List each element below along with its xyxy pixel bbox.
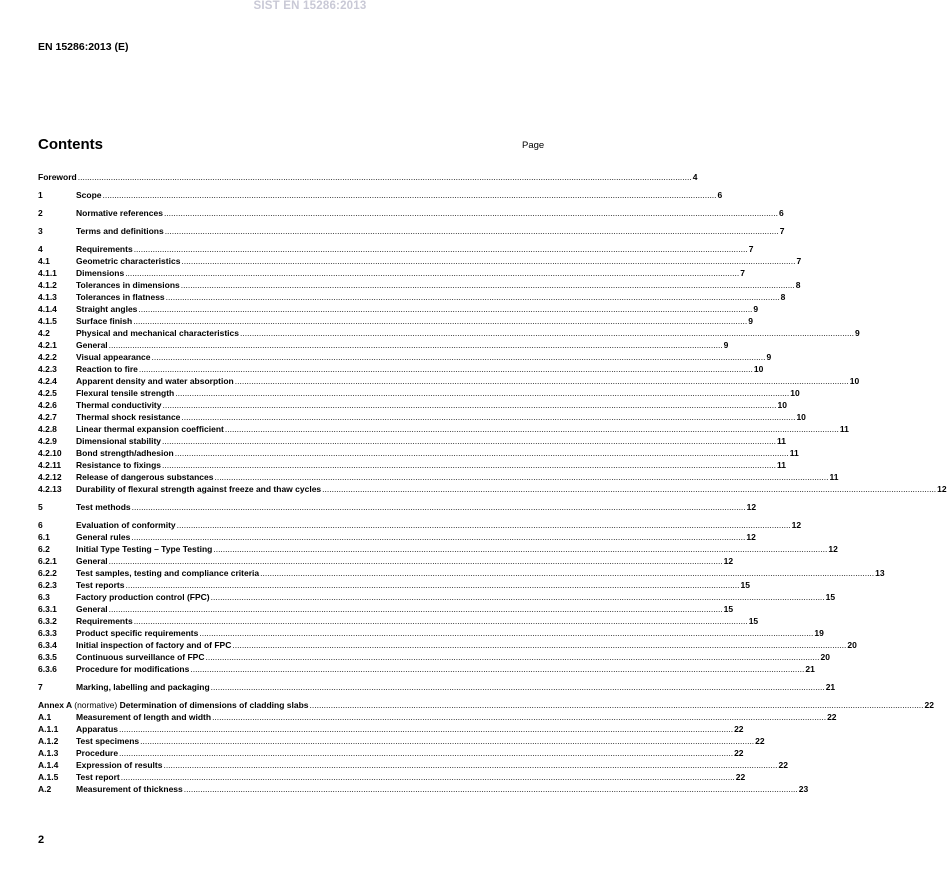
toc-entry-page: 22 — [827, 712, 837, 722]
toc-entry-number: 6 — [38, 520, 43, 530]
toc-dot-leader: .................................................................................................................................................................................................................................................................... — [260, 568, 875, 578]
toc-dot-leader: .................................................................................................................................................................................................................................................................... — [190, 664, 805, 674]
toc-entry-page: 13 — [875, 568, 885, 578]
toc-entry-number: 4.2.5 — [38, 388, 57, 398]
toc-entry[interactable] — [38, 225, 785, 237]
toc-entry[interactable] — [38, 447, 799, 459]
toc-entry-page: 15 — [723, 604, 734, 614]
toc-dot-leader: .................................................................................................................................................................................................................................................................... — [213, 544, 828, 554]
toc-entry-number: 4.1 — [38, 256, 50, 266]
toc-entry-number: 1 — [38, 190, 43, 200]
toc-entry-number: 6.2.2 — [38, 568, 57, 578]
toc-entry-title: Test methods — [76, 502, 131, 512]
toc-entry-page: 12 — [746, 532, 756, 542]
toc-entry-number: 4.1.2 — [38, 280, 57, 290]
toc-entry-title: Product specific requirements — [76, 628, 199, 638]
toc-entry[interactable] — [38, 351, 772, 363]
toc-entry-page: 11 — [777, 460, 787, 470]
toc-entry-page: 9 — [766, 352, 772, 362]
toc-dot-leader: .................................................................................................................................................................................................................................................................... — [133, 316, 748, 326]
toc-entry[interactable] — [38, 627, 824, 639]
toc-entry-page: 12 — [937, 484, 947, 494]
toc-entry-number: 2 — [38, 208, 43, 218]
toc-dot-leader: .................................................................................................................................................................................................................................................................... — [322, 484, 937, 494]
toc-dot-leader: .................................................................................................................................................................................................................................................................... — [224, 424, 839, 434]
toc-entry-page: 19 — [814, 628, 824, 638]
toc-entry-page: 12 — [746, 502, 757, 512]
toc-dot-leader: .................................................................................................................................................................................................................................................................... — [131, 532, 746, 542]
toc-entry-page: 22 — [735, 772, 746, 782]
toc-entry-page: 8 — [795, 280, 801, 290]
toc-entry-title: Apparatus — [76, 724, 119, 734]
toc-entry[interactable] — [38, 411, 806, 423]
toc-entry-title: Resistance to fixings — [76, 460, 162, 470]
page-number: 2 — [38, 834, 45, 846]
toc-entry-number: 4.1.3 — [38, 292, 57, 302]
toc-entry-number: 4.1.5 — [38, 316, 57, 326]
toc-dot-leader: .................................................................................................................................................................................................................................................................... — [232, 640, 847, 650]
toc-entry-number: 4.1.4 — [38, 304, 57, 314]
toc-entry[interactable] — [38, 699, 934, 711]
toc-dot-leader: .................................................................................................................................................................................................................................................................... — [133, 244, 748, 254]
toc-entry[interactable] — [38, 375, 860, 387]
toc-entry-page: 7 — [796, 256, 802, 266]
toc-dot-leader: .................................................................................................................................................................................................................................................................... — [183, 784, 798, 794]
toc-entry-title: Linear thermal expansion coefficient — [76, 424, 224, 434]
toc-entry-number: 4 — [38, 244, 43, 254]
toc-entry-page: 22 — [924, 700, 934, 710]
toc-dot-leader: .................................................................................................................................................................................................................................................................... — [174, 448, 789, 458]
toc-entry-number: 6.3.3 — [38, 628, 57, 638]
toc-entry-page: 6 — [778, 208, 784, 218]
toc-entry-page: 10 — [796, 412, 806, 422]
toc-entry-page: 22 — [734, 748, 744, 758]
toc-entry[interactable] — [38, 189, 723, 201]
toc-dot-leader: .................................................................................................................................................................................................................................................................... — [77, 172, 692, 182]
toc-entry-number: A.1.4 — [38, 760, 59, 770]
toc-dot-leader: .................................................................................................................................................................................................................................................................... — [165, 292, 780, 302]
toc-entry-title: Surface finish — [76, 316, 133, 326]
toc-entry[interactable] — [38, 483, 947, 495]
toc-entry-number: 6.2.3 — [38, 580, 57, 590]
toc-entry-page: 22 — [755, 736, 765, 746]
toc-dot-leader: .................................................................................................................................................................................................................................................................... — [210, 592, 825, 602]
toc-entry-number: A.1.1 — [38, 724, 59, 734]
toc-entry[interactable] — [38, 387, 800, 399]
toc-dot-leader: .................................................................................................................................................................................................................................................................... — [162, 400, 777, 410]
toc-entry-title: Straight angles — [76, 304, 138, 314]
page-column-label: Page — [522, 140, 545, 151]
toc-entry-page: 11 — [829, 472, 839, 482]
toc-entry-title: Reaction to fire — [76, 364, 138, 374]
toc-entry-number: 4.2.6 — [38, 400, 57, 410]
toc-dot-leader: .................................................................................................................................................................................................................................................................... — [163, 208, 778, 218]
toc-dot-leader: .................................................................................................................................................................................................................................................................... — [176, 520, 791, 530]
toc-dot-leader: .................................................................................................................................................................................................................................................................... — [108, 556, 723, 566]
toc-entry[interactable] — [38, 579, 750, 591]
toc-entry-title: Terms and definitions — [76, 226, 164, 236]
toc-entry[interactable] — [38, 471, 839, 483]
toc-entry-page: 11 — [777, 436, 787, 446]
toc-dot-leader: .................................................................................................................................................................................................................................................................... — [108, 340, 723, 350]
toc-entry-page: 12 — [828, 544, 838, 554]
toc-entry[interactable] — [38, 681, 836, 693]
toc-entry-page: 9 — [748, 316, 753, 326]
toc-entry-title: Geometric characteristics — [76, 256, 181, 266]
toc-dot-leader: .................................................................................................................................................................................................................................................................... — [214, 472, 829, 482]
toc-entry-page: 12 — [723, 556, 734, 566]
toc-entry[interactable] — [38, 615, 759, 627]
toc-entry-page: 10 — [777, 400, 787, 410]
toc-entry-title: Initial Type Testing – Type Testing — [76, 544, 213, 554]
toc-entry-title: Apparent density and water absorption — [76, 376, 234, 386]
toc-dot-leader: .................................................................................................................................................................................................................................................................... — [309, 700, 924, 710]
toc-entry-title: Requirements — [76, 244, 133, 254]
toc-entry-title: Test report — [76, 772, 120, 782]
toc-entry-title: Factory production control (FPC) — [76, 592, 210, 602]
contents-heading: Contents — [38, 136, 103, 153]
toc-dot-leader: .................................................................................................................................................................................................................................................................... — [205, 652, 820, 662]
toc-entry[interactable] — [38, 591, 836, 603]
toc-entry[interactable] — [38, 543, 838, 555]
toc-dot-leader: .................................................................................................................................................................................................................................................................... — [163, 760, 778, 770]
toc-dot-leader: .................................................................................................................................................................................................................................................................... — [119, 748, 734, 758]
toc-entry-page: 7 — [779, 226, 785, 236]
toc-entry-title: Durability of flexural strength against freeze and thaw cycles — [76, 484, 322, 494]
toc-entry-number: A.2 — [38, 784, 52, 794]
toc-entry-number: A.1 — [38, 712, 52, 722]
toc-entry-title: Normative references — [76, 208, 163, 218]
toc-dot-leader: .................................................................................................................................................................................................................................................................... — [175, 388, 790, 398]
toc-entry-title: Dimensional stability — [76, 436, 162, 446]
table-of-contents — [38, 171, 947, 795]
toc-dot-leader: .................................................................................................................................................................................................................................................................... — [181, 256, 796, 266]
toc-entry[interactable] — [38, 501, 757, 513]
toc-entry[interactable] — [38, 555, 734, 567]
toc-entry-number: 4.2.11 — [38, 460, 62, 470]
toc-entry-number: 4.2.4 — [38, 376, 57, 386]
annex-title: Determination of dimensions of cladding slabs — [119, 700, 309, 710]
toc-entry-title: Dimensions — [76, 268, 125, 278]
toc-entry-number: 4.2.7 — [38, 412, 57, 422]
toc-entry-title: Thermal conductivity — [76, 400, 162, 410]
toc-entry[interactable] — [38, 771, 746, 783]
toc-dot-leader: .................................................................................................................................................................................................................................................................... — [234, 376, 849, 386]
toc-entry-number: 3 — [38, 226, 43, 236]
toc-entry-number: 4.2.1 — [38, 340, 57, 350]
annex-label: Annex A — [38, 700, 72, 710]
toc-entry-title: Measurement of length and width — [76, 712, 212, 722]
toc-entry-page: 21 — [825, 682, 836, 692]
toc-entry-page: 22 — [778, 760, 788, 770]
toc-entry-page: 11 — [839, 424, 849, 434]
toc-entry[interactable] — [38, 171, 698, 183]
toc-dot-leader: .................................................................................................................................................................................................................................................................... — [125, 580, 740, 590]
toc-dot-leader: .................................................................................................................................................................................................................................................................... — [140, 736, 755, 746]
toc-entry-title: Scope — [76, 190, 102, 200]
toc-entry-page: 6 — [717, 190, 723, 200]
toc-entry-title: General — [76, 340, 108, 350]
toc-entry-title: General — [76, 604, 108, 614]
toc-entry[interactable] — [38, 783, 809, 795]
toc-entry-number: A.1.2 — [38, 736, 59, 746]
toc-entry[interactable] — [38, 255, 802, 267]
toc-entry-title: General — [76, 556, 108, 566]
toc-entry-number: 6.2.1 — [38, 556, 57, 566]
toc-entry[interactable] — [38, 207, 784, 219]
toc-entry-page: 10 — [849, 376, 860, 386]
toc-entry-title: Foreword — [38, 172, 77, 182]
toc-entry-title: Test reports — [76, 580, 125, 590]
toc-entry-page: 9 — [855, 328, 860, 338]
toc-entry-page: 15 — [825, 592, 836, 602]
toc-entry-page: 7 — [748, 244, 754, 254]
toc-entry-title: Test samples, testing and compliance criteria — [76, 568, 260, 578]
toc-entry-page: 8 — [780, 292, 786, 302]
document-id: EN 15286:2013 (E) — [38, 41, 129, 53]
toc-entry-number: 4.1.1 — [38, 268, 57, 278]
toc-entry-title: Initial inspection of factory and of FPC — [76, 640, 232, 650]
toc-entry-number: 6.3.1 — [38, 604, 57, 614]
toc-entry-page: 20 — [820, 652, 830, 662]
toc-entry[interactable] — [38, 399, 787, 411]
toc-entry[interactable] — [38, 639, 857, 651]
toc-entry-number: A.1.3 — [38, 748, 59, 758]
toc-entry-number: 4.2.3 — [38, 364, 57, 374]
toc-entry-title: Tolerances in flatness — [76, 292, 165, 302]
toc-dot-leader: .................................................................................................................................................................................................................................................................... — [210, 682, 825, 692]
toc-entry[interactable] — [38, 303, 759, 315]
toc-entry[interactable] — [38, 651, 830, 663]
watermark: SIST EN 15286:2013 — [253, 0, 367, 12]
toc-entry[interactable] — [38, 243, 754, 255]
toc-entry-number: 4.2 — [38, 328, 50, 338]
toc-entry-title: Procedure — [76, 748, 119, 758]
toc-entry[interactable] — [38, 747, 744, 759]
toc-dot-leader: .................................................................................................................................................................................................................................................................... — [240, 328, 855, 338]
toc-entry-title: Release of dangerous substances — [76, 472, 214, 482]
toc-entry[interactable] — [38, 711, 837, 723]
annex-normative-tag: (normative) — [74, 700, 118, 710]
toc-entry-number: 6.3.4 — [38, 640, 57, 650]
toc-entry-page: 9 — [753, 304, 759, 314]
toc-entry[interactable] — [38, 567, 885, 579]
toc-entry-title: Physical and mechanical characteristics — [76, 328, 240, 338]
toc-entry[interactable] — [38, 435, 787, 447]
toc-entry-number: 4.2.13 — [38, 484, 62, 494]
toc-entry-page: 10 — [753, 364, 764, 374]
toc-entry-number: 4.2.2 — [38, 352, 57, 362]
toc-entry-number: 4.2.8 — [38, 424, 57, 434]
toc-dot-leader: .................................................................................................................................................................................................................................................................... — [151, 352, 766, 362]
toc-entry-page: 12 — [791, 520, 802, 530]
toc-dot-leader: .................................................................................................................................................................................................................................................................... — [138, 304, 753, 314]
toc-dot-leader: .................................................................................................................................................................................................................................................................... — [131, 502, 746, 512]
toc-entry-page: 9 — [723, 340, 729, 350]
toc-entry-title: Procedure for modifications — [76, 664, 190, 674]
toc-entry-title: Evaluation of conformity — [76, 520, 176, 530]
toc-entry[interactable] — [38, 267, 745, 279]
toc-entry[interactable] — [38, 291, 786, 303]
toc-entry-title: Tolerances in dimensions — [76, 280, 180, 290]
toc-dot-leader: .................................................................................................................................................................................................................................................................... — [180, 280, 795, 290]
toc-dot-leader: .................................................................................................................................................................................................................................................................... — [120, 772, 735, 782]
toc-entry-title — [38, 699, 309, 711]
toc-entry-title: Test specimens — [76, 736, 140, 746]
toc-entry-title: Continuous surveillance of FPC — [76, 652, 205, 662]
toc-entry-number: 6.2 — [38, 544, 50, 554]
toc-entry[interactable] — [38, 735, 765, 747]
toc-entry-page: 15 — [748, 616, 759, 626]
toc-entry[interactable] — [38, 363, 764, 375]
toc-entry[interactable] — [38, 423, 849, 435]
toc-entry-page: 21 — [805, 664, 815, 674]
toc-entry-title: Visual appearance — [76, 352, 151, 362]
toc-entry[interactable] — [38, 723, 744, 735]
toc-dot-leader: .................................................................................................................................................................................................................................................................... — [164, 226, 779, 236]
toc-dot-leader: .................................................................................................................................................................................................................................................................... — [102, 190, 717, 200]
toc-dot-leader: .................................................................................................................................................................................................................................................................... — [108, 604, 723, 614]
toc-entry-title: Marking, labelling and packaging — [76, 682, 210, 692]
toc-entry-number: 6.1 — [38, 532, 50, 542]
toc-dot-leader: .................................................................................................................................................................................................................................................................... — [162, 436, 777, 446]
toc-entry[interactable] — [38, 519, 802, 531]
toc-entry-title: Expression of results — [76, 760, 163, 770]
toc-entry[interactable] — [38, 603, 734, 615]
toc-entry[interactable] — [38, 759, 788, 771]
toc-entry-number: 6.3 — [38, 592, 50, 602]
toc-entry-number: 7 — [38, 682, 43, 692]
toc-dot-leader: .................................................................................................................................................................................................................................................................... — [181, 412, 796, 422]
toc-entry-page: 10 — [790, 388, 800, 398]
toc-entry-number: 4.2.10 — [38, 448, 62, 458]
toc-dot-leader: .................................................................................................................................................................................................................................................................... — [162, 460, 777, 470]
toc-entry-number: 6.3.5 — [38, 652, 57, 662]
toc-entry[interactable] — [38, 339, 729, 351]
toc-entry-number: 5 — [38, 502, 43, 512]
toc-entry-page: 23 — [798, 784, 809, 794]
toc-entry-title: Requirements — [76, 616, 133, 626]
toc-entry-number: 4.2.12 — [38, 472, 62, 482]
toc-entry-title: Measurement of thickness — [76, 784, 183, 794]
toc-dot-leader: .................................................................................................................................................................................................................................................................... — [138, 364, 753, 374]
toc-entry-page: 11 — [789, 448, 799, 458]
toc-entry-title: Thermal shock resistance — [76, 412, 181, 422]
toc-dot-leader: .................................................................................................................................................................................................................................................................... — [119, 724, 734, 734]
toc-dot-leader: .................................................................................................................................................................................................................................................................... — [133, 616, 748, 626]
toc-entry[interactable] — [38, 327, 860, 339]
toc-entry-number: 6.3.6 — [38, 664, 57, 674]
toc-entry[interactable] — [38, 315, 753, 327]
toc-entry[interactable] — [38, 663, 815, 675]
toc-entry-title: Bond strength/adhesion — [76, 448, 174, 458]
toc-entry-title: Flexural tensile strength — [76, 388, 175, 398]
toc-entry[interactable] — [38, 531, 756, 543]
toc-dot-leader: .................................................................................................................................................................................................................................................................... — [199, 628, 814, 638]
toc-entry-page: 4 — [692, 172, 698, 182]
toc-entry[interactable] — [38, 459, 787, 471]
toc-entry-number: 6.3.2 — [38, 616, 57, 626]
toc-entry-page: 7 — [740, 268, 745, 278]
toc-entry-title: General rules — [76, 532, 131, 542]
toc-entry-number: A.1.5 — [38, 772, 59, 782]
toc-dot-leader: .................................................................................................................................................................................................................................................................... — [212, 712, 827, 722]
toc-entry-page: 20 — [847, 640, 857, 650]
toc-entry-page: 22 — [734, 724, 744, 734]
toc-entry-page: 15 — [740, 580, 750, 590]
toc-entry[interactable] — [38, 279, 801, 291]
toc-dot-leader: .................................................................................................................................................................................................................................................................... — [125, 268, 740, 278]
toc-entry-number: 4.2.9 — [38, 436, 57, 446]
